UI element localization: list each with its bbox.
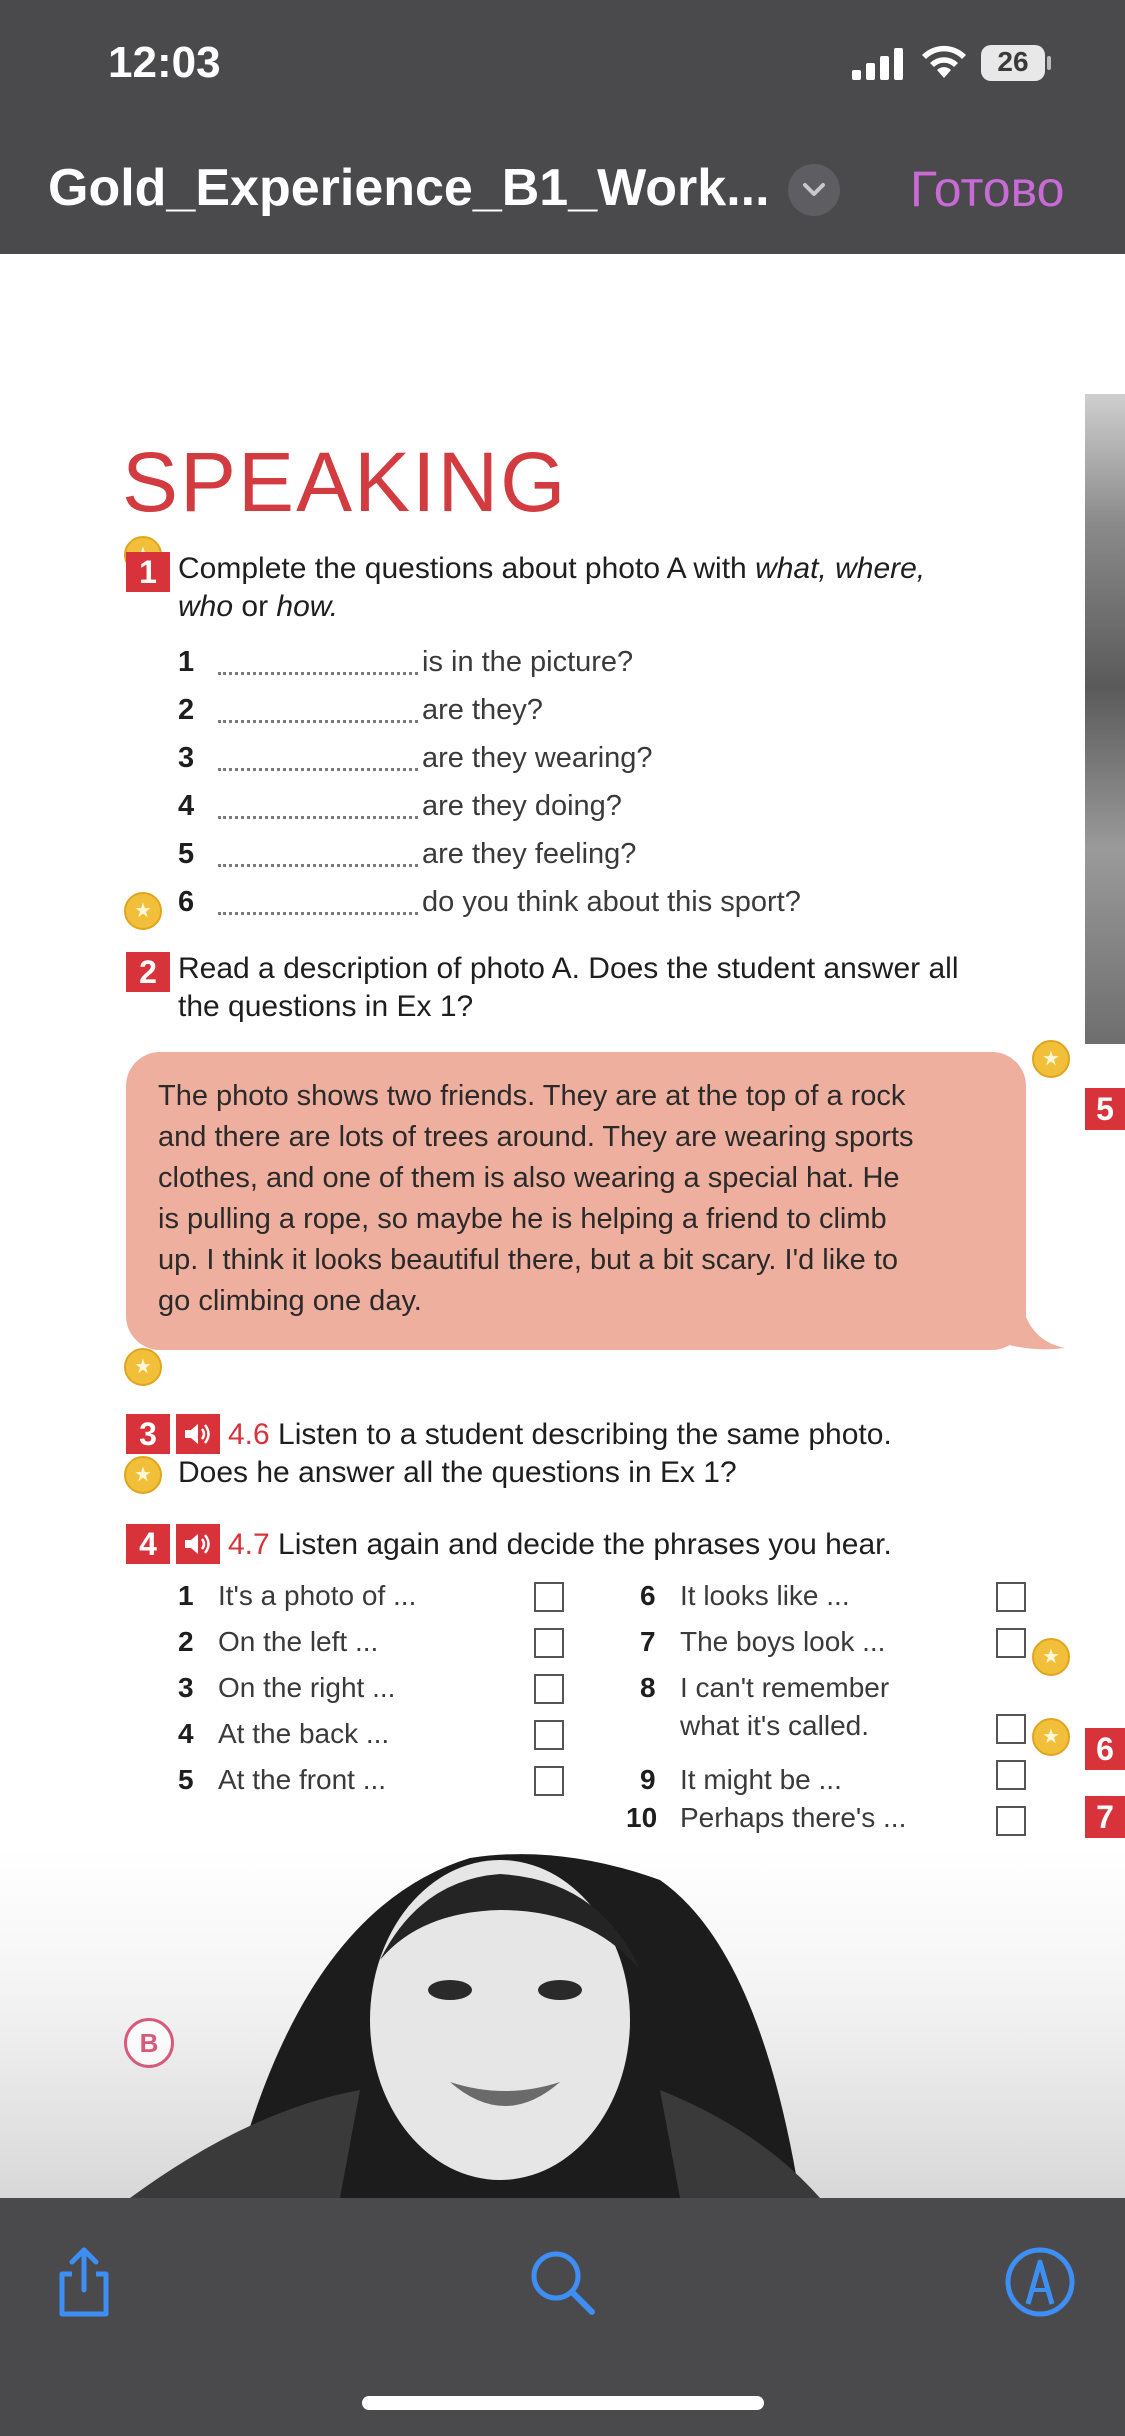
star-icon — [1032, 1718, 1070, 1756]
photo-label: B — [124, 2018, 174, 2068]
phrase-checkbox[interactable] — [534, 1674, 564, 1704]
speech-bubble-tail — [1005, 1314, 1065, 1354]
phrase-item: 9 It might be ... — [640, 1764, 842, 1795]
phrase-checkbox[interactable] — [534, 1766, 564, 1796]
phrase-checkbox[interactable] — [534, 1720, 564, 1750]
phrase-item: 4 At the back ... — [178, 1718, 390, 1749]
section-heading: SPEAKING — [122, 435, 568, 529]
photo-b — [0, 1850, 1125, 2198]
exercise-1-instruction: Complete the questions about photo A with what, where, who or how. — [178, 552, 926, 623]
phrase-checkbox[interactable] — [534, 1628, 564, 1658]
status-time: 12:03 — [108, 38, 221, 87]
phrase-checkbox[interactable] — [996, 1582, 1026, 1612]
document-title[interactable]: Gold_Experience_B1_Work... — [48, 159, 770, 217]
side-tab-6: 6 — [1085, 1728, 1125, 1770]
star-icon — [1032, 1040, 1070, 1078]
star-icon — [124, 1456, 162, 1494]
side-tab-5: 5 — [1085, 1088, 1125, 1130]
photo-a-edge — [1085, 394, 1125, 1044]
exercise-3-instruction-line2: Does he answer all the questions in Ex 1? — [178, 1456, 737, 1489]
phrase-item: 2 On the left ... — [178, 1626, 379, 1657]
phrase-item: 3 On the right ... — [178, 1672, 396, 1703]
exercise-number: 1 — [126, 552, 170, 592]
phrase-item: 5 At the front ... — [178, 1764, 387, 1795]
audio-icon[interactable] — [176, 1524, 220, 1564]
cellular-signal-icon — [852, 48, 904, 80]
document-nav-bar — [0, 120, 1125, 254]
wifi-icon — [920, 44, 968, 80]
exercise-4-instruction: 4.7 Listen again and decide the phrases you hear. — [228, 1528, 892, 1561]
phrase-checkbox[interactable] — [996, 1628, 1026, 1658]
exercise-2-instruction: Read a description of photo A. Does the student answer all the questions in Ex 1? — [178, 952, 959, 1023]
markup-icon[interactable] — [1000, 2242, 1080, 2322]
star-icon — [1032, 1638, 1070, 1676]
star-icon — [124, 1348, 162, 1386]
answer-blank[interactable] — [218, 720, 418, 723]
document-page: 5 6 7 SPEAKING ★ 1 Complete the questions about photo A with what, where, who or how. 1 is in the picture? 2 are they? 3 are they wearing? 4 are they doing? 5 are they feeling? 6 do you think about this sport? ★ 2 Read a description of photo A. Does the student answer all the questions in Ex 1? ★ The photo shows two friends. They are at the top of a rock and there are lots of trees around. They are wearing sports clothes, and one of them is also wearing a special hat. He is pulling a rope, so maybe he is helping a friend to climb up. I think it looks beautiful there, but a bit scary. I'd like to go climbing one day. ★ 3 4.6 Listen to a student describing the same photo. Does he answer all the questions in Ex 1? ★ 4 4.7 Listen again and decide the phrases you hear. 1 It's a photo of ... 2 On the left ... 3 On the right ... 4 At the back ... 5 At the front ... 6 It looks like ... 7 The boys look ... 8 I can't remember what it's called. 9 It might be ... 10 Perhaps there's ... ★ ★ B — [0, 254, 1125, 2198]
side-tab-7: 7 — [1085, 1796, 1125, 1838]
share-icon[interactable] — [44, 2242, 124, 2322]
status-bar — [0, 0, 1125, 120]
phrase-item: 7 The boys look ... — [640, 1626, 886, 1657]
exercise-number: 3 — [126, 1414, 170, 1454]
done-button[interactable]: Готово — [910, 161, 1065, 217]
battery-level: 26 — [997, 46, 1029, 77]
answer-blank[interactable] — [218, 864, 418, 867]
phrase-item: 8 I can't remember what it's called. — [640, 1672, 890, 1741]
title-menu-button[interactable] — [788, 164, 840, 216]
answer-blank[interactable] — [218, 768, 418, 771]
phrase-checkbox[interactable] — [996, 1714, 1026, 1744]
search-icon[interactable] — [522, 2242, 602, 2322]
answer-blank[interactable] — [218, 672, 418, 675]
chevron-down-icon — [802, 182, 826, 198]
star-icon — [124, 892, 162, 930]
battery-icon — [980, 44, 1052, 82]
audio-icon[interactable] — [176, 1414, 220, 1454]
answer-blank[interactable] — [218, 816, 418, 819]
phrase-checkbox[interactable] — [996, 1806, 1026, 1836]
description-speech-bubble: The photo shows two friends. They are at the top of a rock and there are lots of trees around. They are wearing sports clothes, and one of them is also wearing a special hat. He is pulling a rope, so maybe he is helping a friend to climb up. I think it looks beautiful there, but a bit scary. I'd like to go climbing one day. — [126, 1052, 1026, 1350]
phrase-item: 10 Perhaps there's ... — [626, 1802, 907, 1833]
home-indicator[interactable] — [362, 2396, 764, 2410]
phrase-checkbox[interactable] — [534, 1582, 564, 1612]
phrase-checkbox[interactable] — [996, 1760, 1026, 1790]
exercise-number: 2 — [126, 952, 170, 992]
phrase-item: 1 It's a photo of ... — [178, 1580, 417, 1611]
exercise-3-instruction: 4.6 Listen to a student describing the same photo. — [228, 1418, 892, 1451]
exercise-number: 4 — [126, 1524, 170, 1564]
phrase-item: 6 It looks like ... — [640, 1580, 850, 1611]
answer-blank[interactable] — [218, 912, 418, 915]
